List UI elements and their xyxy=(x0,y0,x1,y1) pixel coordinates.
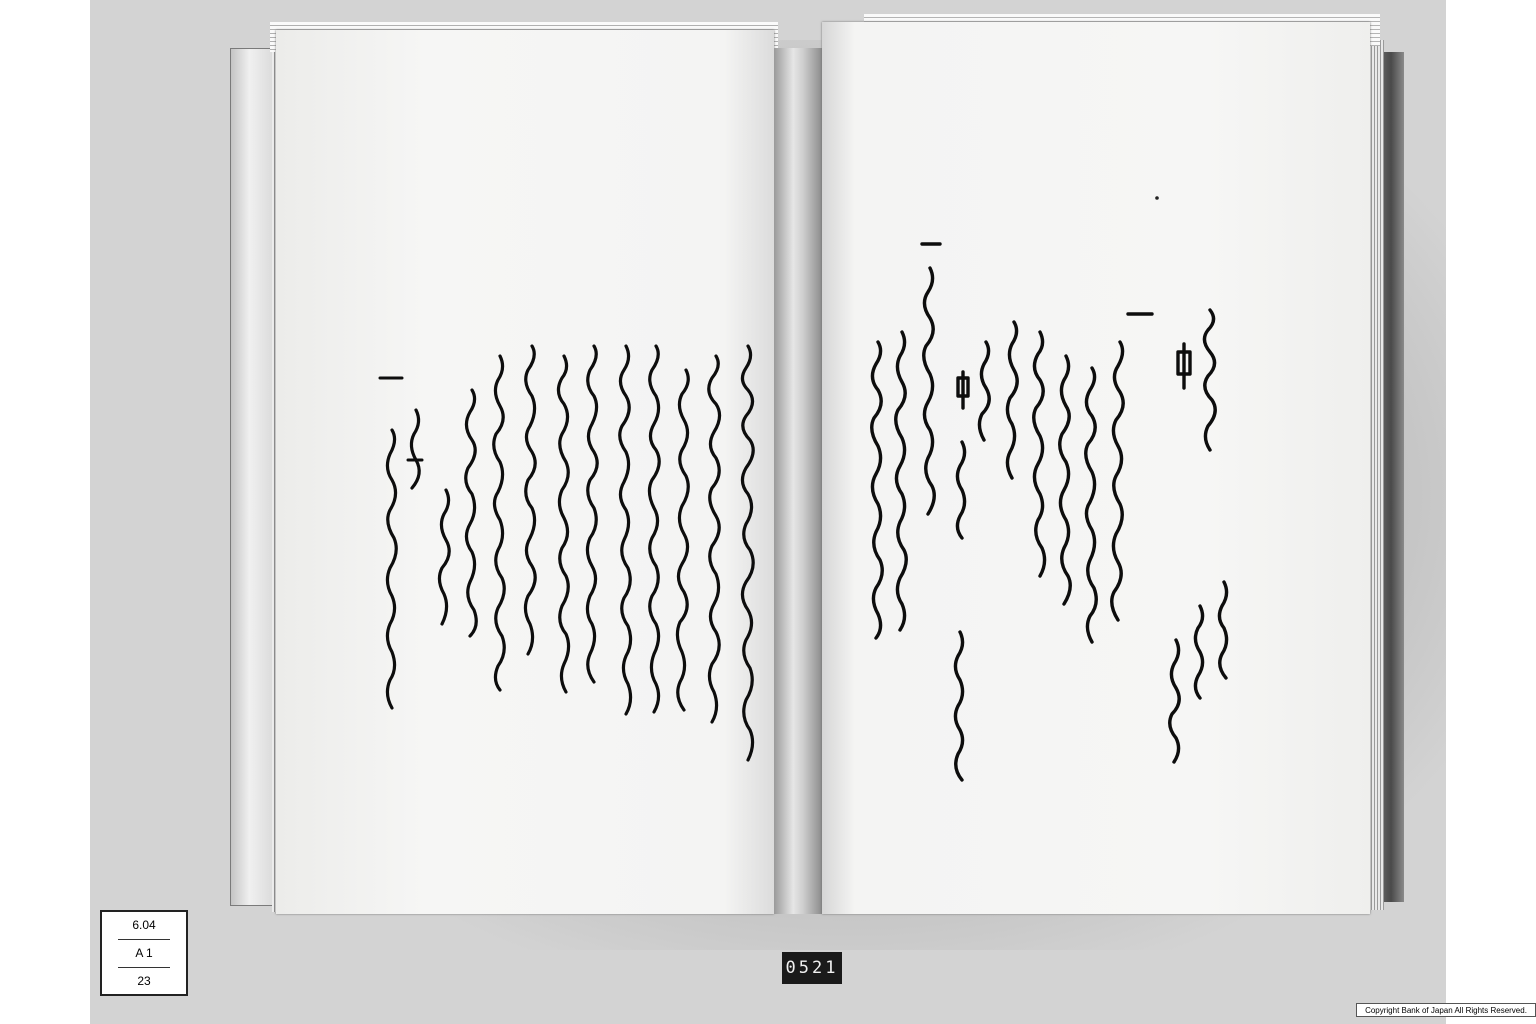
ink-dot xyxy=(1155,196,1159,200)
label-line-3: 23 xyxy=(137,974,151,988)
book-cover-left xyxy=(230,48,278,906)
label-line-2: A 1 xyxy=(118,940,170,968)
right-page xyxy=(822,22,1370,914)
left-page-handwriting xyxy=(276,30,774,914)
copyright-notice: Copyright Bank of Japan All Rights Reserved. xyxy=(1356,1003,1536,1017)
frame-number-tag: 0521 xyxy=(782,952,842,984)
book-gutter xyxy=(774,48,822,914)
left-page xyxy=(276,30,774,914)
reference-label-card xyxy=(100,910,188,996)
right-page-handwriting xyxy=(822,22,1370,914)
microfilm-scan xyxy=(90,0,1446,1024)
label-line-1: 6.04 xyxy=(118,912,170,940)
